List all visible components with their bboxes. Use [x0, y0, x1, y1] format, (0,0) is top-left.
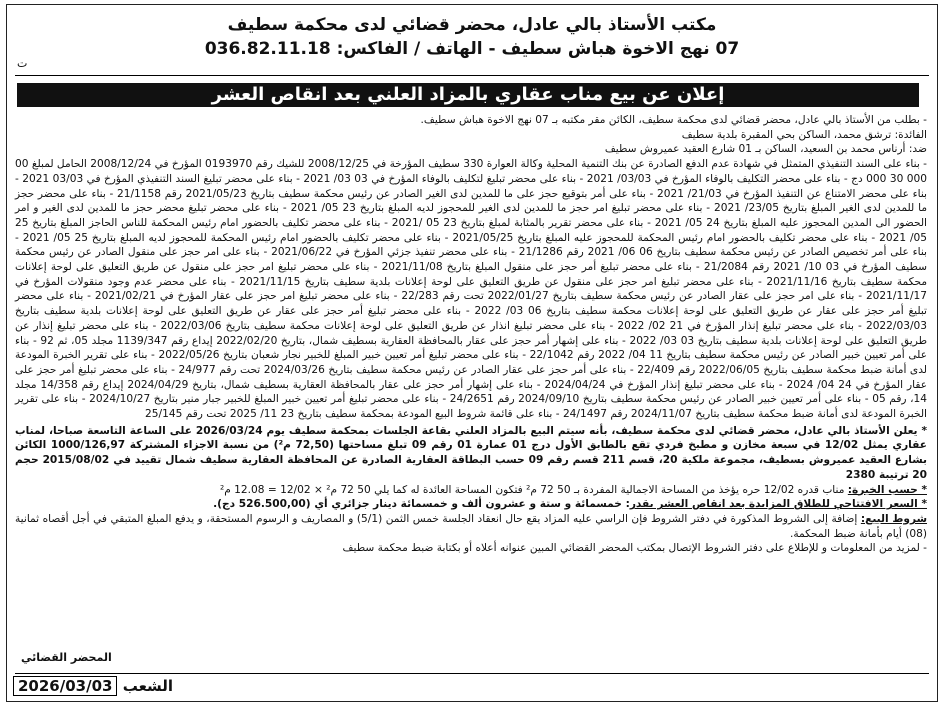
- area-label: * حسب الخبرة:: [847, 483, 927, 496]
- party-requester: - بطلب من الأستاذ بالي عادل، محضر قضائي لدى محكمة سطيف، الكائن مقر مكتبه بـ 07 نهج الاخوة هباش سطيف.: [420, 114, 927, 126]
- area-paragraph: [15, 483, 927, 498]
- conditions-label: شروط البيع:: [860, 512, 927, 525]
- price-label: * السعر الافتتاحي للطلاق المزايدة بعد انقاص العشر يقدر: [629, 498, 927, 511]
- office-name: مكتب الأستاذ بالي عادل، محضر قضائي لدى محكمة سطيف: [227, 15, 717, 35]
- party-beneficiary: الفائدة: ترشق محمد، الساكن بحي المقبرة بلدية سطيف: [681, 128, 927, 141]
- sale-announcement: * يعلن الأستاذ بالي عادل، محضر قضائي لدى محكمة سطيف، بأنه سيتم البيع بالمزاد العلني بقاعة الجلسات بمحكمة سطيف يوم 2026/03/24 على الساعة التاسعة صباحا، لمناب عقاري يمثل 12/02 في سبعة مخازن و مطبخ فردي تقع بالطابق الأول درج 01 عمارة 01 رقم 09 تبلغ مساحتها (72,50 م²) من نسبة الاجزاء المشتركة 1000/126,97 الكائن بشارع العقيد عميروش بسطيف، مجموعة ملكية 20، قسم 211 قسم رقم 09 حسب البطاقة العقارية الصادرة عن المحافظة العقارية سطيف شمال تقييد في 2015/08/02 حجم 20 ترتيبة 2380: [15, 424, 928, 481]
- announcement-page: [6, 4, 938, 702]
- newspaper-name: الشعب: [122, 677, 174, 695]
- area-text: مناب قدره 12/02 حره يؤخذ من المساحة الاجمالية المفردة بـ 50 72 م² فتكون المساحة العائدة له كما يلي 50 72 م² × 12/02 = 12.08 م²: [219, 483, 845, 496]
- divider-line: [15, 75, 929, 76]
- conditions-text: إضافة إلى الشروط المذكورة في دفتر الشروط فإن الراسي عليه المزاد يقع حال انعقاد الجلسة خمس الثمن (5/1) و المصاريف و الرسوم المستحقة، و يدفع المبلغ المتبقي في أجل أقصاه ثمانية (08) أيام بأمانة ضبط المحكمة.: [15, 512, 927, 540]
- bailiff-signature: المحضر القضائي: [21, 651, 112, 664]
- conditions-paragraph: [15, 512, 927, 541]
- party-debtor: ضد: أرناس محمد بن السعيد، الساكن بـ 01 شارع العقيد عميروش سطيف: [604, 143, 927, 156]
- publication-date: 2026/03/03: [13, 676, 117, 696]
- office-address: 07 نهج الاخوة هباش سطيف - الهاتف / الفاكس: 036.82.11.18: [204, 39, 740, 59]
- announcement-body: [15, 113, 927, 556]
- footer-divider: [15, 673, 929, 674]
- side-mark: ت: [17, 57, 28, 70]
- announcement-title: إعلان عن بيع مناب عقاري بالمزاد العلني بعد انقاص العشر: [17, 83, 919, 107]
- price-paragraph: [15, 497, 927, 512]
- procedure-text: - بناء على السند التنفيذي المتمثل في شهادة عدم الدفع الصادرة عن بنك التنمية المحلية وكالة العوارة 330 سطيف المؤرخة في 2008/12/25 للشيك رقم 0193970 المؤرخ في 2008/12/24 الحامل لمبلغ 00 000 30 000 دج - بناء على محضر التكليف بالوفاء المؤرخ في 03/03/ 2021 - بناء على محضر تبليغ لتكليف بالوفاء المؤرخ في 03 03/ 2021 - بناء على محضر تبليغ السند التنفيذي المؤرخ في 03/03 2021 - بناء على محضر الامتناع عن التنفيذ المؤرخ في 21/03/ 2021 - بناء على أمر بتوقيع حجز على ما للمدين لدى الغير الصادر عن رئيس محكمة سطيف بتاريخ 2021/05/23 رقم 21/1158 - بناء على محضر حجز ما للمدين لدى الغير المبلغ بتاريخ 23/05/ 2021 - بناء على محضر تبليغ امر حجز ما للمدين لدى الغير للمحجوز لديه المبلغ بتاريخ 23 05/ 2021 - بناء على محضر تبليغ محضر حجز ما للمدين لدى الغير و امر الحضور الى المدين المحجوز عليه المبلغ بتاريخ 24 05/ 2021 - بناء على محضر تقرير بالمثابة لمبلغ بتاريخ 23 05 /2021 - بناء على محضر تكليف بالحضور امام رئيس المحكمة للناس الحاجز المبلغ بتاريخ 25 05/ 2021 - بناء على محضر تكليف بالحضور امام رئيس المحكمة للمحجوز عليه المبلغ بتاريخ 2021/05/25 - بناء على محضر تكليف بالحضور امام رئيس المحكمة للمحجوز لديه المبلغ بتاريخ 25 05/ 2021 - بناء على أمر تخصيص الصادر عن رئيس محكمة سطيف بتاريخ 06 06/ 2021 رقم 21/1286 - بناء على محضر تنفيذ جزئي المؤرخ في 2021/06/22 - بناء على امر حجز على منقول الصادر عن رئيس محكمة سطيف المؤرخ في 03 10/ 2021 رقم 21/2084 - بناء على محضر تبليغ أمر حجز على منقول المبلغ بتاريخ 2021/11/08 - بناء على محضر تبليغ امر حجز على منقول عن طريق التعليق على لوحة إعلانات محكمة سطيف بتاريخ 2021/11/16 - بناء على محضر تبليغ امر حجز على منقول عن طريق التعليق على لوحة إعلانات بلدية سطيف بتاريخ 2021/11/15 - بناء على محضر عدم وجود منقولات المؤرخ في 2021/11/17 - بناء على امر حجز على عقار الصادر عن رئيس محكمة سطيف بتاريخ 2022/01/27 تحت رقم 22/283 - بناء على محضر تبليغ امر حجز على عقار المؤرخ في 2021/02/21 - بناء على محضر تبليغ أمر حجز على عقار عن طريق التعليق على لوحة إعلانات محكمة سطيف بتاريخ 06 03/ 2022 - بناء على محضر تبليغ أمر حجز على عقار عن طريق التعليق على لوحة إعلانات بلدية سطيف بتاريخ 2022/03/03 - بناء على محضر تبليغ إنذار المؤرخ في 21 02/ 2022 - بناء على محضر تبليغ انذار عن طريق التعليق على لوحة إعلانات محكمة سطيف بتاريخ 2022/03/06 - بناء على محضر تبليغ إنذار عن طريق التعليق على لوحة إعلانات بلدية سطيف بتاريخ 03 03/ 2022 - بناء على إشهار أمر حجز على عقار بالمحافظة العقارية بسطيف شمال، بتاريخ 2022/02/20 إيداع رقم 1139/347 مجلد 05، ثم 92 - بناء على أمر تعيين خبير الصادر عن رئيس محكمة سطيف بتاريخ 11 04/ 2022 رقم 22/1042 - بناء على محضر تبليغ أمر تعيين خبير المبلغ للخبير نجار شعبان بتاريخ 2022/05/26 - بناء على تقرير الخبرة المودعة لدى أمانة ضبط محكمة سطيف بتاريخ 2022/06/05 رقم 22/409 - بناء على أمر حجز على عقار الصادر عن رئيس محكمة سطيف بتاريخ 2024/03/26 تحت رقم 24/977 - بناء على محضر تبليغ أمر حجز على عقار المؤرخ في 24 04/ 2024 - بناء على محضر تبليغ إنذار المؤرخ في 2024/04/24 - بناء على إشهار أمر حجز على عقار بالمحافظة العقارية بسطيف شمال، بتاريخ 2024/04/29 إيداع رقم 14/358 مجلد 14، رقم 05 - بناء على أمر تعيين خبير الصادر عن رئيس محكمة سطيف بتاريخ 2024/09/10 رقم 24/2651 - بناء على محضر تبليغ أمر تعيين خبير المبلغ للخبير جبار منير بتاريخ 2024/10/27 - بناء على تقرير الخبرة المودعة لدى أمانة ضبط محكمة سطيف بتاريخ 2024/11/07 رقم 24/1497 - بناء على قائمة شروط البيع المودعة بمحكمة سطيف بتاريخ 23 11/ 2025 تحت رقم 25/145: [15, 158, 928, 421]
- newspaper-footer: [13, 677, 173, 695]
- contact-text: - لمزيد من المعلومات و للإطلاع على دفتر الشروط الإتصال بمكتب المحضر القضائي المبين عنوانه أعلاه أو بكتابة ضبط محكمة سطيف: [342, 542, 927, 555]
- price-text: : خمسمائة و ستة و عشرون ألف و خمسمائة دينار جزائري أي (526.500,00 دج).: [213, 498, 630, 511]
